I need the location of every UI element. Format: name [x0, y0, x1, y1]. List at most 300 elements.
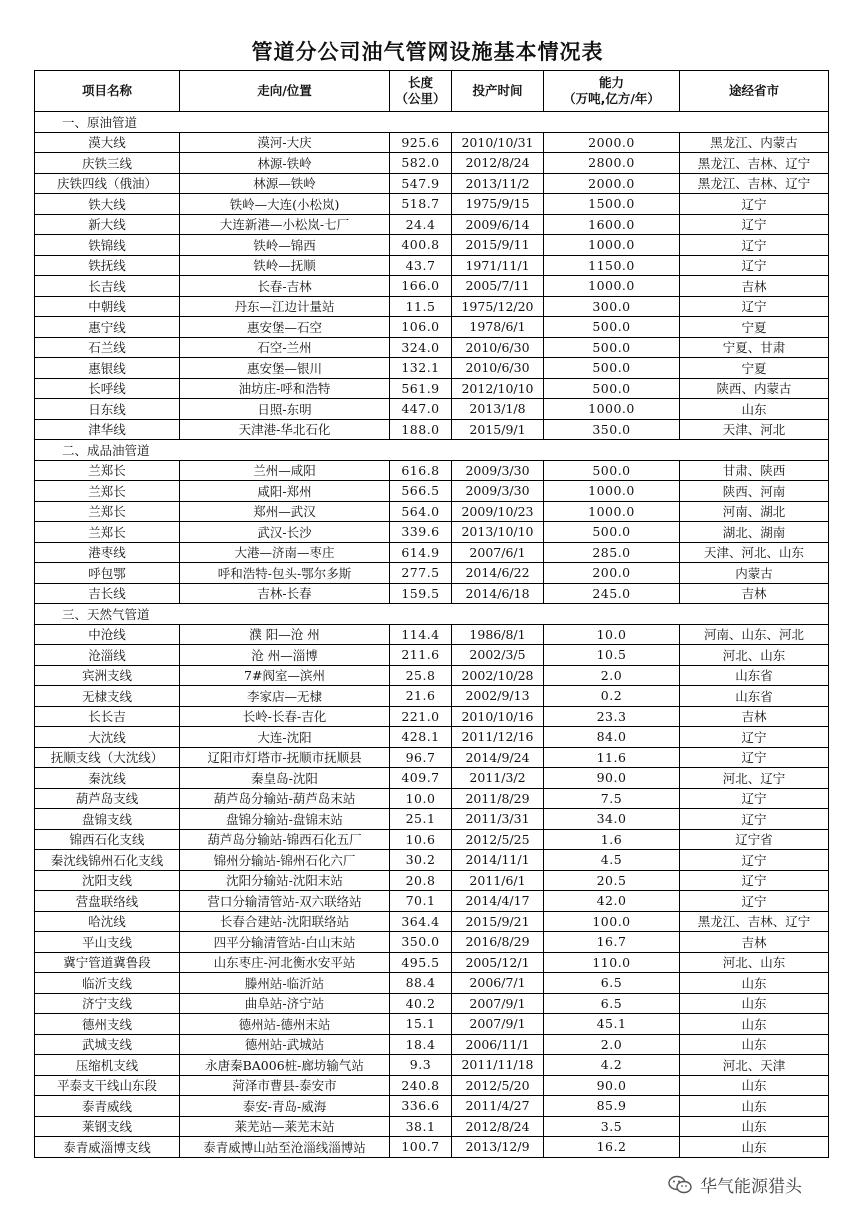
cell-length: 409.7 — [390, 768, 452, 789]
cell-provinces: 山东省 — [680, 686, 829, 707]
cell-length: 20.8 — [390, 870, 452, 891]
table-row — [35, 214, 829, 235]
cell-capacity: 7.5 — [544, 788, 680, 809]
table-row — [35, 1075, 829, 1096]
cell-capacity: 3.5 — [544, 1116, 680, 1137]
cell-route: 丹东—江边计量站 — [180, 296, 390, 317]
cell-name: 济宁支线 — [35, 993, 180, 1014]
cell-name: 漠大线 — [35, 132, 180, 153]
cell-provinces: 吉林 — [680, 932, 829, 953]
table-row — [35, 317, 829, 338]
cell-provinces: 黑龙江、吉林、辽宁 — [680, 153, 829, 174]
table-row — [35, 235, 829, 256]
cell-length: 211.6 — [390, 645, 452, 666]
cell-provinces: 辽宁 — [680, 194, 829, 215]
cell-capacity: 1000.0 — [544, 501, 680, 522]
cell-name: 兰郑长 — [35, 460, 180, 481]
cell-date: 2009/10/23 — [452, 501, 544, 522]
cell-capacity: 4.5 — [544, 850, 680, 871]
cell-route: 李家店—无棣 — [180, 686, 390, 707]
header-capacity — [544, 71, 680, 112]
cell-date: 2013/11/2 — [452, 173, 544, 194]
cell-name: 德州支线 — [35, 1014, 180, 1035]
cell-length: 10.0 — [390, 788, 452, 809]
cell-length: 25.8 — [390, 665, 452, 686]
cell-provinces: 黑龙江、吉林、辽宁 — [680, 911, 829, 932]
cell-provinces: 甘肃、陕西 — [680, 460, 829, 481]
cell-route: 7#阀室—滨州 — [180, 665, 390, 686]
cell-route: 大连新港—小松岚-七厂 — [180, 214, 390, 235]
cell-provinces: 辽宁 — [680, 214, 829, 235]
cell-capacity: 90.0 — [544, 1075, 680, 1096]
cell-route: 林源—铁岭 — [180, 173, 390, 194]
cell-name: 兰郑长 — [35, 481, 180, 502]
cell-provinces: 河南、山东、河北 — [680, 624, 829, 645]
cell-provinces: 山东 — [680, 399, 829, 420]
cell-route: 山东枣庄-河北衡水安平站 — [180, 952, 390, 973]
table-row — [35, 993, 829, 1014]
cell-capacity: 84.0 — [544, 727, 680, 748]
cell-date: 2010/10/31 — [452, 132, 544, 153]
cell-date: 2002/10/28 — [452, 665, 544, 686]
cell-date: 2009/6/14 — [452, 214, 544, 235]
cell-capacity: 2000.0 — [544, 173, 680, 194]
cell-length: 15.1 — [390, 1014, 452, 1035]
cell-date: 2011/3/2 — [452, 768, 544, 789]
table-row — [35, 173, 829, 194]
section-title: 三、天然气管道 — [35, 604, 829, 625]
cell-route: 营口分输清管站-双六联络站 — [180, 891, 390, 912]
cell-length: 561.9 — [390, 378, 452, 399]
cell-date: 2014/6/22 — [452, 563, 544, 584]
cell-name: 铁锦线 — [35, 235, 180, 256]
header-date: 投产时间 — [452, 71, 544, 112]
cell-route: 漠河-大庆 — [180, 132, 390, 153]
cell-provinces: 河南、湖北 — [680, 501, 829, 522]
cell-name: 哈沈线 — [35, 911, 180, 932]
table-row — [35, 932, 829, 953]
cell-route: 咸阳-郑州 — [180, 481, 390, 502]
table-row — [35, 768, 829, 789]
cell-capacity: 300.0 — [544, 296, 680, 317]
cell-route: 锦州分输站-锦州石化六厂 — [180, 850, 390, 871]
cell-length: 100.7 — [390, 1137, 452, 1158]
watermark-text: 华气能源猎头 — [700, 1177, 802, 1197]
cell-date: 2011/6/1 — [452, 870, 544, 891]
cell-name: 新大线 — [35, 214, 180, 235]
cell-name: 莱钢支线 — [35, 1116, 180, 1137]
cell-length: 364.4 — [390, 911, 452, 932]
cell-capacity: 16.2 — [544, 1137, 680, 1158]
cell-capacity: 42.0 — [544, 891, 680, 912]
cell-name: 武城支线 — [35, 1034, 180, 1055]
cell-capacity: 500.0 — [544, 358, 680, 379]
cell-route: 辽阳市灯塔市-抚顺市抚顺县 — [180, 747, 390, 768]
cell-name: 锦西石化支线 — [35, 829, 180, 850]
page-title: 管道分公司油气管网设施基本情况表 — [251, 40, 604, 64]
section-row — [35, 112, 829, 133]
cell-capacity: 245.0 — [544, 583, 680, 604]
cell-length: 564.0 — [390, 501, 452, 522]
cell-provinces: 山东 — [680, 1034, 829, 1055]
table-row — [35, 194, 829, 215]
cell-date: 2007/6/1 — [452, 542, 544, 563]
cell-provinces: 河北、天津 — [680, 1055, 829, 1076]
cell-length: 166.0 — [390, 276, 452, 297]
cell-provinces: 辽宁 — [680, 809, 829, 830]
cell-length: 350.0 — [390, 932, 452, 953]
cell-provinces: 辽宁 — [680, 788, 829, 809]
cell-name: 石兰线 — [35, 337, 180, 358]
cell-date: 2013/1/8 — [452, 399, 544, 420]
wechat-icon — [668, 1175, 692, 1195]
cell-length: 96.7 — [390, 747, 452, 768]
cell-capacity: 1000.0 — [544, 276, 680, 297]
header-length-line1: 长度 — [407, 75, 433, 90]
table-row — [35, 419, 829, 440]
cell-date: 2011/8/29 — [452, 788, 544, 809]
cell-provinces: 辽宁 — [680, 255, 829, 276]
cell-length: 582.0 — [390, 153, 452, 174]
cell-date: 2014/11/1 — [452, 850, 544, 871]
pipeline-table — [34, 70, 829, 1158]
cell-date: 2002/9/13 — [452, 686, 544, 707]
cell-route: 长岭-长春-吉化 — [180, 706, 390, 727]
cell-route: 铁岭—大连(小松岚) — [180, 194, 390, 215]
cell-name: 兰郑长 — [35, 501, 180, 522]
cell-date: 2013/12/9 — [452, 1137, 544, 1158]
cell-name: 临沂支线 — [35, 973, 180, 994]
cell-name: 平泰支干线山东段 — [35, 1075, 180, 1096]
cell-provinces: 辽宁 — [680, 870, 829, 891]
table-row — [35, 501, 829, 522]
cell-provinces: 宁夏、甘肃 — [680, 337, 829, 358]
cell-date: 2012/8/24 — [452, 1116, 544, 1137]
cell-provinces: 陕西、内蒙古 — [680, 378, 829, 399]
table-row — [35, 891, 829, 912]
cell-date: 1978/6/1 — [452, 317, 544, 338]
cell-capacity: 6.5 — [544, 973, 680, 994]
cell-name: 铁大线 — [35, 194, 180, 215]
table-row — [35, 255, 829, 276]
cell-length: 25.1 — [390, 809, 452, 830]
cell-date: 2006/11/1 — [452, 1034, 544, 1055]
header-route: 走向/位置 — [180, 71, 390, 112]
cell-route: 长春-吉林 — [180, 276, 390, 297]
cell-name: 大沈线 — [35, 727, 180, 748]
cell-name: 泰青威线 — [35, 1096, 180, 1117]
cell-date: 2011/4/27 — [452, 1096, 544, 1117]
table-row — [35, 522, 829, 543]
cell-length: 88.4 — [390, 973, 452, 994]
section-title: 二、成品油管道 — [35, 440, 829, 461]
cell-route: 秦皇岛-沈阳 — [180, 768, 390, 789]
cell-length: 495.5 — [390, 952, 452, 973]
cell-date: 2011/12/16 — [452, 727, 544, 748]
cell-name: 惠宁线 — [35, 317, 180, 338]
cell-length: 24.4 — [390, 214, 452, 235]
cell-date: 2015/9/11 — [452, 235, 544, 256]
cell-route: 长春合建站-沈阳联络站 — [180, 911, 390, 932]
header-provinces: 途经省市 — [680, 71, 829, 112]
cell-capacity: 1500.0 — [544, 194, 680, 215]
cell-route: 德州站-武城站 — [180, 1034, 390, 1055]
cell-name: 日东线 — [35, 399, 180, 420]
cell-capacity: 90.0 — [544, 768, 680, 789]
cell-length: 114.4 — [390, 624, 452, 645]
cell-route: 吉林-长春 — [180, 583, 390, 604]
table-row — [35, 1116, 829, 1137]
table-row — [35, 973, 829, 994]
cell-provinces: 辽宁省 — [680, 829, 829, 850]
cell-date: 2009/3/30 — [452, 460, 544, 481]
cell-provinces: 吉林 — [680, 276, 829, 297]
table-row — [35, 460, 829, 481]
cell-name: 冀宁管道冀鲁段 — [35, 952, 180, 973]
cell-capacity: 6.5 — [544, 993, 680, 1014]
cell-length: 9.3 — [390, 1055, 452, 1076]
cell-name: 惠银线 — [35, 358, 180, 379]
table-row — [35, 665, 829, 686]
cell-date: 1975/9/15 — [452, 194, 544, 215]
cell-date: 2013/10/10 — [452, 522, 544, 543]
cell-capacity: 200.0 — [544, 563, 680, 584]
cell-length: 324.0 — [390, 337, 452, 358]
cell-name: 庆铁三线 — [35, 153, 180, 174]
cell-route: 郑州—武汉 — [180, 501, 390, 522]
cell-length: 106.0 — [390, 317, 452, 338]
cell-date: 2014/4/17 — [452, 891, 544, 912]
cell-provinces: 辽宁 — [680, 891, 829, 912]
cell-provinces: 山东 — [680, 1075, 829, 1096]
table-row — [35, 276, 829, 297]
table-row — [35, 952, 829, 973]
cell-length: 925.6 — [390, 132, 452, 153]
cell-capacity: 45.1 — [544, 1014, 680, 1035]
cell-length: 18.4 — [390, 1034, 452, 1055]
cell-route: 沈阳分输站-沈阳末站 — [180, 870, 390, 891]
header-capacity-line2: （万吨,亿方/年） — [563, 91, 660, 106]
cell-route: 大连-沈阳 — [180, 727, 390, 748]
cell-length: 277.5 — [390, 563, 452, 584]
table-row — [35, 542, 829, 563]
cell-name: 秦沈线 — [35, 768, 180, 789]
header-length — [390, 71, 452, 112]
cell-capacity: 11.6 — [544, 747, 680, 768]
cell-route: 铁岭—抚顺 — [180, 255, 390, 276]
cell-date: 2016/8/29 — [452, 932, 544, 953]
cell-length: 240.8 — [390, 1075, 452, 1096]
cell-capacity: 16.7 — [544, 932, 680, 953]
cell-length: 400.8 — [390, 235, 452, 256]
cell-capacity: 10.0 — [544, 624, 680, 645]
cell-route: 盘锦分输站-盘锦末站 — [180, 809, 390, 830]
cell-capacity: 4.2 — [544, 1055, 680, 1076]
table-row — [35, 747, 829, 768]
cell-route: 菏泽市曹县-泰安市 — [180, 1075, 390, 1096]
table-row — [35, 563, 829, 584]
section-title: 一、原油管道 — [35, 112, 829, 133]
cell-route: 莱芜站—莱芜末站 — [180, 1116, 390, 1137]
table-row — [35, 1014, 829, 1035]
cell-capacity: 500.0 — [544, 337, 680, 358]
cell-length: 30.2 — [390, 850, 452, 871]
cell-route: 天津港-华北石化 — [180, 419, 390, 440]
cell-route: 油坊庄-呼和浩特 — [180, 378, 390, 399]
cell-provinces: 山东 — [680, 973, 829, 994]
cell-provinces: 湖北、湖南 — [680, 522, 829, 543]
cell-provinces: 黑龙江、吉林、辽宁 — [680, 173, 829, 194]
cell-provinces: 河北、辽宁 — [680, 768, 829, 789]
cell-length: 10.6 — [390, 829, 452, 850]
section-row — [35, 440, 829, 461]
cell-date: 2014/9/24 — [452, 747, 544, 768]
cell-provinces: 宁夏 — [680, 358, 829, 379]
cell-provinces: 辽宁 — [680, 850, 829, 871]
cell-date: 2011/11/18 — [452, 1055, 544, 1076]
cell-length: 40.2 — [390, 993, 452, 1014]
table-row — [35, 624, 829, 645]
cell-capacity: 2.0 — [544, 665, 680, 686]
cell-name: 葫芦岛支线 — [35, 788, 180, 809]
cell-provinces: 辽宁 — [680, 727, 829, 748]
cell-route: 濮 阳—沧 州 — [180, 624, 390, 645]
cell-capacity: 34.0 — [544, 809, 680, 830]
table-row — [35, 132, 829, 153]
cell-name: 宾洲支线 — [35, 665, 180, 686]
cell-date: 2010/6/30 — [452, 337, 544, 358]
cell-capacity: 0.2 — [544, 686, 680, 707]
cell-date: 2005/7/11 — [452, 276, 544, 297]
cell-provinces: 山东省 — [680, 665, 829, 686]
cell-capacity: 500.0 — [544, 460, 680, 481]
cell-name: 呼包鄂 — [35, 563, 180, 584]
cell-route: 四平分输清管站-白山末站 — [180, 932, 390, 953]
cell-name: 中朝线 — [35, 296, 180, 317]
cell-date: 2006/7/1 — [452, 973, 544, 994]
cell-length: 43.7 — [390, 255, 452, 276]
cell-length: 188.0 — [390, 419, 452, 440]
cell-route: 泰青威博山站至沧淄线淄博站 — [180, 1137, 390, 1158]
table-row — [35, 399, 829, 420]
cell-name: 长长吉 — [35, 706, 180, 727]
cell-capacity: 85.9 — [544, 1096, 680, 1117]
cell-name: 平山支线 — [35, 932, 180, 953]
cell-route: 兰州—咸阳 — [180, 460, 390, 481]
cell-name: 秦沈线锦州石化支线 — [35, 850, 180, 871]
cell-provinces: 黑龙江、内蒙古 — [680, 132, 829, 153]
header-capacity-line1: 能力 — [598, 75, 624, 90]
cell-capacity: 1150.0 — [544, 255, 680, 276]
cell-capacity: 500.0 — [544, 317, 680, 338]
cell-provinces: 吉林 — [680, 706, 829, 727]
cell-route: 永唐秦BA006桩-廊坊输气站 — [180, 1055, 390, 1076]
table-row — [35, 153, 829, 174]
table-row — [35, 296, 829, 317]
cell-length: 159.5 — [390, 583, 452, 604]
cell-name: 中沧线 — [35, 624, 180, 645]
cell-capacity: 1000.0 — [544, 235, 680, 256]
cell-capacity: 1.6 — [544, 829, 680, 850]
cell-date: 2012/10/10 — [452, 378, 544, 399]
cell-name: 营盘联络线 — [35, 891, 180, 912]
cell-provinces: 辽宁 — [680, 296, 829, 317]
cell-route: 惠安堡—石空 — [180, 317, 390, 338]
cell-date: 2012/5/25 — [452, 829, 544, 850]
cell-length: 428.1 — [390, 727, 452, 748]
cell-date: 2012/5/20 — [452, 1075, 544, 1096]
cell-provinces: 辽宁 — [680, 747, 829, 768]
table-row — [35, 686, 829, 707]
cell-provinces: 辽宁 — [680, 235, 829, 256]
cell-route: 林源-铁岭 — [180, 153, 390, 174]
table-row — [35, 788, 829, 809]
cell-route: 惠安堡—银川 — [180, 358, 390, 379]
cell-provinces: 天津、河北 — [680, 419, 829, 440]
cell-route: 武汉-长沙 — [180, 522, 390, 543]
cell-date: 1986/8/1 — [452, 624, 544, 645]
cell-provinces: 内蒙古 — [680, 563, 829, 584]
table-row — [35, 1096, 829, 1117]
cell-capacity: 500.0 — [544, 378, 680, 399]
cell-length: 132.1 — [390, 358, 452, 379]
cell-name: 津华线 — [35, 419, 180, 440]
cell-date: 2007/9/1 — [452, 993, 544, 1014]
cell-capacity: 100.0 — [544, 911, 680, 932]
cell-route: 滕州站-临沂站 — [180, 973, 390, 994]
cell-date: 1975/12/20 — [452, 296, 544, 317]
cell-date: 2007/9/1 — [452, 1014, 544, 1035]
cell-provinces: 河北、山东 — [680, 645, 829, 666]
cell-provinces: 河北、山东 — [680, 952, 829, 973]
cell-date: 2009/3/30 — [452, 481, 544, 502]
cell-provinces: 宁夏 — [680, 317, 829, 338]
cell-capacity: 10.5 — [544, 645, 680, 666]
cell-length: 566.5 — [390, 481, 452, 502]
table-row — [35, 358, 829, 379]
cell-route: 日照-东明 — [180, 399, 390, 420]
cell-capacity: 1600.0 — [544, 214, 680, 235]
cell-route: 铁岭—锦西 — [180, 235, 390, 256]
cell-date: 2012/8/24 — [452, 153, 544, 174]
table-row — [35, 870, 829, 891]
table-row — [35, 809, 829, 830]
table-row — [35, 583, 829, 604]
cell-name: 庆铁四线（俄油） — [35, 173, 180, 194]
cell-capacity: 20.5 — [544, 870, 680, 891]
cell-date: 2014/6/18 — [452, 583, 544, 604]
cell-length: 38.1 — [390, 1116, 452, 1137]
cell-route: 大港—济南—枣庄 — [180, 542, 390, 563]
cell-name: 压缩机支线 — [35, 1055, 180, 1076]
cell-name: 盘锦支线 — [35, 809, 180, 830]
cell-route: 呼和浩特-包头-鄂尔多斯 — [180, 563, 390, 584]
cell-date: 2010/10/16 — [452, 706, 544, 727]
cell-provinces: 山东 — [680, 1096, 829, 1117]
cell-length: 518.7 — [390, 194, 452, 215]
cell-provinces: 山东 — [680, 1116, 829, 1137]
cell-capacity: 285.0 — [544, 542, 680, 563]
cell-capacity: 500.0 — [544, 522, 680, 543]
table-row — [35, 337, 829, 358]
cell-capacity: 1000.0 — [544, 481, 680, 502]
cell-date: 2015/9/21 — [452, 911, 544, 932]
cell-date: 2002/3/5 — [452, 645, 544, 666]
cell-name: 沈阳支线 — [35, 870, 180, 891]
cell-provinces: 山东 — [680, 1014, 829, 1035]
table-row — [35, 911, 829, 932]
cell-provinces: 吉林 — [680, 583, 829, 604]
